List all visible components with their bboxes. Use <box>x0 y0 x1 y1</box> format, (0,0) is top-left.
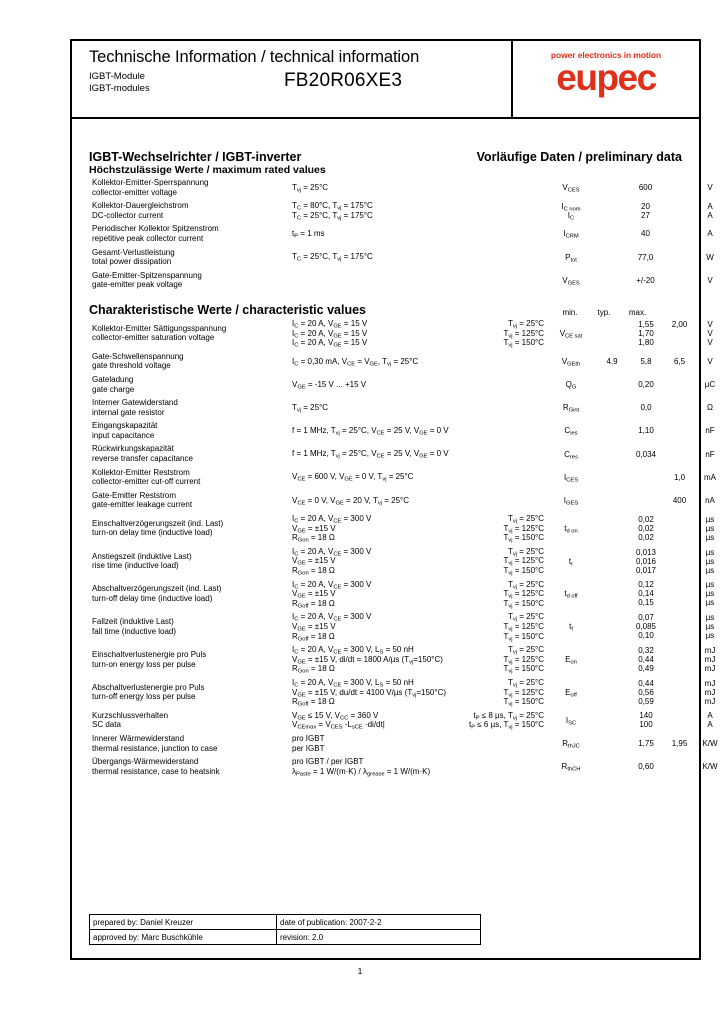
row-unit: V <box>707 275 713 285</box>
row-max: 6,5 <box>673 356 686 366</box>
row-description: Innerer Wärmewiderstand thermal resistance, junction to case <box>92 733 218 753</box>
page-header <box>72 41 699 119</box>
row-min <box>595 676 629 709</box>
row-typ: 0,02 0,02 0,02 <box>638 514 654 542</box>
row-symbol: $E_{on}$ <box>565 655 577 666</box>
table-row <box>89 755 720 778</box>
row-max <box>663 419 696 442</box>
row-max <box>663 512 696 545</box>
row-symbol: $C_{res}$ <box>564 449 578 460</box>
revision: revision: 2.0 <box>277 930 481 945</box>
row-unit: nF <box>705 449 715 459</box>
col-header-min: min. <box>562 307 578 317</box>
table-row <box>89 466 720 489</box>
row-unit: V V V <box>707 319 713 347</box>
row-typ: 0,32 0,44 0,49 <box>638 646 654 674</box>
subtitle-de: IGBT-Module <box>89 71 145 82</box>
row-unit: K/W <box>702 739 718 748</box>
row-typ: 0,013 0,016 0,017 <box>635 547 657 575</box>
table-row <box>89 442 720 465</box>
row-unit: V <box>707 356 713 366</box>
row-max <box>663 578 696 611</box>
row-description: Abschaltverzögerungszeit (ind. Last) turn-off delay time (inductive load) <box>92 584 222 603</box>
row-symbol: $V_{GES}$ <box>562 275 580 287</box>
row-min <box>595 709 629 732</box>
row-conditions: $I_C = 20$ A, $V_{CE} = 300$ V $T_{vj} = 25^\circ C$ $V_{GE} = \pm 15$ V $T_{vj} = 125^\circ C$ $R_{Gon} = 18$ Ω $T_{vj} = 150^\circ C$ <box>292 514 544 544</box>
row-typ: 5,8 <box>640 356 652 366</box>
row-symbol: $R_{thJC}$ <box>562 739 580 750</box>
row-symbol: $V_{CES}$ <box>562 183 580 194</box>
row-description: Anstiegszeit (induktive Last) rise time (inductive load) <box>92 551 192 571</box>
row-typ: 0,60 <box>638 762 654 772</box>
row-description: Kollektor-Emitter-Sperrspannung collector-emitter voltage <box>92 178 209 197</box>
table-row <box>89 512 720 545</box>
row-value: 77,0 <box>637 252 654 262</box>
row-unit: A <box>707 229 713 239</box>
row-max <box>663 643 696 676</box>
row-symbol: $E_{off}$ <box>565 687 577 699</box>
row-description: Kurzschlussverhalten SC data <box>92 710 169 730</box>
table-row <box>89 578 720 611</box>
row-symbol: $C_{ies}$ <box>564 426 578 437</box>
row-typ: 1,55 1,70 1,80 <box>638 319 654 347</box>
row-max: 400 <box>672 495 687 505</box>
row-min <box>595 419 629 442</box>
row-max <box>663 545 696 578</box>
row-symbol: $P_{tot}$ <box>565 252 577 263</box>
row-unit: µs µs µs <box>705 514 715 542</box>
row-unit: mJ mJ mJ <box>704 646 716 674</box>
table-row <box>89 350 720 373</box>
footer-block <box>89 914 481 945</box>
row-min <box>595 643 629 676</box>
table-row <box>89 643 720 676</box>
characteristic-values-title: Charakteristische Werte / characteristic values <box>89 302 366 317</box>
row-description: Gate-Schwellenspannung gate threshold voltage <box>92 351 184 371</box>
row-min <box>595 466 629 489</box>
row-value: 20 27 <box>641 201 650 220</box>
row-min <box>595 442 629 465</box>
col-header-max: max. <box>628 307 647 317</box>
row-symbol: $V_{GEth}$ <box>561 356 581 368</box>
table-row <box>89 610 720 643</box>
row-typ: 1,10 <box>638 426 654 436</box>
row-max <box>663 442 696 465</box>
row-conditions: f = 1 MHz, $T_{vj} = 25^\circ C$, $V_{CE} = 25$ V, $V_{GE} = 0$ V <box>292 449 449 460</box>
date-of-publication: date of publication: 2007-2-2 <box>277 915 481 930</box>
table-row <box>89 373 720 396</box>
row-description: Kollektor-Emitter Reststrom collector-emitter cut-off current <box>92 467 201 487</box>
row-typ: 0,07 0,085 0,10 <box>635 613 657 641</box>
row-conditions: $I_C = 0,30$ mA, $V_{CE} = V_{GE}$, $T_{vj} = 25^\circ C$ <box>292 356 419 367</box>
table-row <box>89 317 720 350</box>
document-title: Technische Information / technical information <box>89 48 420 66</box>
datasheet-page <box>70 39 718 960</box>
row-min: 4,9 <box>606 356 618 366</box>
row-unit: µs µs µs <box>705 613 715 641</box>
col-header-unit <box>654 308 682 317</box>
row-description: Kollektor-Dauergleichstrom DC-collector current <box>92 201 189 220</box>
row-symbol: $I_{SC}$ <box>565 715 577 727</box>
table-row <box>89 396 720 419</box>
logo-tagline: power electronics in motion <box>550 50 662 60</box>
row-typ: 0,12 0,14 0,15 <box>638 580 654 608</box>
table-row <box>89 199 720 222</box>
row-typ: 0,0 <box>640 403 652 413</box>
section-title: IGBT-Wechselrichter / IGBT-inverter <box>89 150 302 164</box>
row-conditions: pro IGBT per IGBT <box>292 733 325 753</box>
row-symbol: $I_{CES}$ <box>563 472 579 484</box>
row-unit: µs µs µs <box>705 547 715 575</box>
row-typ: 140 100 <box>639 711 653 730</box>
row-symbol: $t_{d off}$ <box>564 589 578 600</box>
row-symbol: $I_{C nom}$ $I_C$ <box>561 201 581 222</box>
row-unit: K/W <box>702 762 718 772</box>
row-min <box>595 512 629 545</box>
max-rated-subtitle: Höchstzulässige Werte / maximum rated values <box>89 164 326 176</box>
row-description: Rückwirkungskapazität reverse transfer capacitance <box>92 444 193 464</box>
row-typ <box>629 466 663 489</box>
row-min <box>595 396 629 419</box>
row-max: 1,95 <box>671 739 688 748</box>
page-number: 1 <box>357 966 363 976</box>
row-description: Abschaltverlustenergie pro Puls turn-off energy loss per pulse <box>92 682 205 702</box>
row-min <box>595 610 629 643</box>
row-conditions: $T_C = 25^\circ C$, $T_{vj} = 175^\circ C$ <box>292 252 373 263</box>
row-symbol: $Q_G$ <box>565 380 577 391</box>
row-description: Interner Gatewiderstand internal gate resistor <box>92 398 178 417</box>
table-row <box>89 222 720 245</box>
part-number: FB20R06XE3 <box>284 70 403 91</box>
row-conditions: $I_C = 20$ A, $V_{CE} = 300$ V $T_{vj} = 25^\circ C$ $V_{GE} = \pm 15$ V $T_{vj} = 125^\circ C$ $R_{Goff} = 18$ Ω $T_{vj} = 150^\circ C$ <box>292 579 544 610</box>
row-unit: nA <box>705 495 715 505</box>
row-conditions: $T_C = 80^\circ C$, $T_{vj} = 175^\circ C$ $T_C = 25^\circ C$, $T_{vj} = 175^\circ C$ <box>292 201 373 222</box>
row-conditions: f = 1 MHz, $T_{vj} = 25^\circ C$, $V_{CE} = 25$ V, $V_{GE} = 0$ V <box>292 426 449 437</box>
page-content <box>72 119 718 778</box>
row-conditions: $T_{vj} = 25^\circ C$ <box>292 182 329 194</box>
table-row <box>89 269 720 292</box>
row-unit: mJ mJ mJ <box>704 678 716 706</box>
row-min <box>595 373 629 396</box>
row-min <box>595 545 629 578</box>
row-typ <box>629 489 663 512</box>
row-min <box>595 317 629 350</box>
row-symbol: $t_f$ <box>569 622 573 633</box>
row-min <box>595 489 629 512</box>
col-header-typ: typ. <box>597 307 611 317</box>
table-row <box>89 732 720 755</box>
row-symbol: $I_{CRM}$ <box>563 229 579 240</box>
row-description: Gesamt-Verlustleistung total power dissipation <box>92 247 175 267</box>
row-conditions: $I_C = 20$ A, $V_{CE} = 300$ V $T_{vj} = 25^\circ C$ $V_{GE} = \pm 15$ V $T_{vj} = 125^\circ C$ $R_{Gon} = 18$ Ω $T_{vj} = 150^\circ C$ <box>292 546 544 577</box>
eupec-logo: eupec <box>556 57 656 98</box>
table-row <box>90 930 481 945</box>
row-conditions: $I_C = 20$ A, $V_{CE} = 300$ V, $L_S = 50$ nH $T_{vj} = 25^\circ C$ $V_{GE} = \pm 15$ V, du/dt = 4100 V/µs $(T_{vj}=150^\circ C)$ $T_{vj} = 125^\circ C$ $R_{Goff} = 18$ Ω $T_{vj} = 150^\circ C$ <box>292 677 544 708</box>
row-typ: 1,75 <box>638 739 654 748</box>
row-max <box>663 610 696 643</box>
row-unit: A A <box>707 201 713 220</box>
row-description: Periodischer Kollektor Spitzenstrom repetitive peak collector current <box>92 224 219 243</box>
table-row <box>89 176 720 199</box>
table-row <box>89 419 720 442</box>
row-symbol: $R_{Gint}$ <box>562 403 580 414</box>
row-conditions: $V_{GE} = -15$ V ... +15 V <box>292 379 367 390</box>
row-description: Gate-Emitter Reststrom gate-emitter leakage current <box>92 490 193 510</box>
preliminary-note: Vorläufige Daten / preliminary data <box>476 150 682 164</box>
row-unit: µs µs µs <box>705 580 715 608</box>
approved-by: approved by: Marc Buschkühle <box>90 930 277 945</box>
row-conditions: $V_{CE} = 0$ V, $V_{GE} = 20$ V, $T_{vj} = 25^\circ C$ <box>292 495 410 506</box>
row-typ: 0,44 0,56 0,59 <box>638 678 654 706</box>
row-typ: 0,034 <box>635 449 657 459</box>
row-symbol: $t_{d on}$ <box>564 523 578 535</box>
max-rated-values-table <box>89 176 720 292</box>
row-conditions: pro IGBT / per IGBT $\lambda_{Paste} = 1$ $W/(m\cdot K) / \lambda_{grease} = 1$ W/(m·K) <box>292 757 431 777</box>
row-symbol: $R_{thCH}$ <box>561 762 581 773</box>
header-left <box>72 41 513 117</box>
row-value: 600 <box>638 183 653 193</box>
row-min <box>595 732 629 755</box>
row-description: Gateladung gate charge <box>92 374 135 394</box>
row-description: Übergangs-Wärmewiderstand thermal resistance, case to heatsink <box>92 757 220 776</box>
row-symbol: $t_r$ <box>568 556 574 567</box>
row-unit: Ω <box>707 403 713 413</box>
row-min <box>595 755 629 778</box>
table-row <box>89 246 720 269</box>
row-conditions: $V_{GE} \le 15$ V, $V_{CC} = 360$ V $t_P \le 8$ µs, $T_{vj} = 25^\circ C$ $V_{CEmax} = V_{CES}$ $-L_{sCE} \cdot di/dt|$ $t_P \le 6$ µs, $T_{vj} = 150^\circ C$ <box>292 710 544 731</box>
row-max: 2,00 <box>671 319 688 329</box>
row-symbol: $V_{CE sat}$ <box>559 328 583 340</box>
row-unit: nF <box>705 426 715 436</box>
table-row <box>89 709 720 732</box>
row-unit: µC <box>704 380 716 389</box>
row-max <box>663 396 696 419</box>
row-symbol: $I_{GES}$ <box>563 495 579 507</box>
row-conditions: $I_C = 20$ A, $V_{CE} = 300$ V $T_{vj} = 25^\circ C$ $V_{GE} = \pm 15$ V $T_{vj} = 125^\circ C$ $R_{Goff} = 18$ Ω $T_{vj} = 150^\circ C$ <box>292 612 544 642</box>
row-conditions: $I_C = 20$ A, $V_{GE} = 15$ V $T_{vj} = 25^\circ C$ $I_C = 20$ A, $V_{GE} = 15$ V $T_{vj} = 125^\circ C$ $I_C = 20$ A, $V_{GE} = 15$ V $T_{vj} = 150^\circ C$ <box>292 318 544 349</box>
row-conditions: $t_P = 1$ ms <box>292 229 325 240</box>
row-conditions: $I_C = 20$ A, $V_{CE} = 300$ V, $L_S = 50$ nH $T_{vj} = 25^\circ C$ $V_{GE} = \pm 15$ V, di/dt = 1800 A/µs $(T_{vj}=150^\circ C)$ $T_{vj} = 125^\circ C$ $R_{Gon} = 18$ Ω $T_{vj} = 150^\circ C$ <box>292 645 544 675</box>
subtitle-en: IGBT-modules <box>89 82 150 94</box>
table-row <box>89 489 720 512</box>
prepared-by: prepared by: Daniel Kreuzer <box>90 915 277 930</box>
row-min <box>595 578 629 611</box>
row-description: Eingangskapazität input capacitance <box>92 421 158 440</box>
row-typ: 0,20 <box>638 380 654 389</box>
row-description: Einschaltverlustenergie pro Puls turn-on energy loss per pulse <box>92 649 207 669</box>
row-description: Einschaltverzögerungszeit (ind. Last) turn-on delay time (inductive load) <box>92 518 224 538</box>
header-logo-area <box>513 41 699 117</box>
row-max <box>663 755 696 778</box>
row-description: Kollektor-Emitter Sättigungsspannung collector-emitter saturation voltage <box>92 323 227 343</box>
row-conditions: $T_{vj} = 25^\circ C$ <box>292 402 329 414</box>
row-max: 1,0 <box>673 472 686 482</box>
characteristic-values-table <box>89 317 720 778</box>
row-description: Gate-Emitter-Spitzenspannung gate-emitter peak voltage <box>92 270 202 290</box>
table-row <box>89 676 720 709</box>
row-max <box>663 709 696 732</box>
row-conditions: $V_{CE} = 600$ V, $V_{GE} = 0$ V, $T_{vj} = 25^\circ C$ <box>292 472 414 483</box>
row-max <box>663 676 696 709</box>
row-unit: V <box>707 183 713 193</box>
row-value: +/-20 <box>636 275 655 285</box>
table-row <box>90 915 481 930</box>
row-unit: mA <box>704 472 716 482</box>
row-conditions <box>288 269 547 292</box>
row-description: Fallzeit (induktive Last) fall time (inductive load) <box>92 617 177 636</box>
signature-table <box>89 914 481 945</box>
row-max <box>663 373 696 396</box>
section-title-row <box>89 150 682 164</box>
row-unit: A A <box>707 711 713 730</box>
table-row <box>89 545 720 578</box>
row-unit: W <box>706 252 714 262</box>
row-value: 40 <box>641 229 650 239</box>
